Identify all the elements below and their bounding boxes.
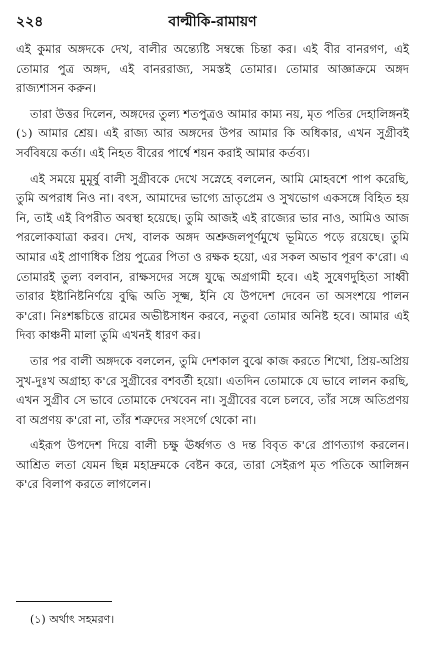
paragraph-3: এই সময়ে মুমূর্ষু বালী সুগ্রীবকে দেখে সস্নেহে বললেন, আমি মোহবশে পাপ করেছি, তুমি অপরাধ নিও না। বৎস, আমাদের ভাগ্যে ভ্রাতৃপ্রেম ও সুখভোগ একসঙ্গে বিহিত হয় নি, তাই এই বিপরীত অবস্থা হয়েছে। তুমি আজই এই রাজ্যের ভার নাও, আমিও আজ পরলোকযাত্রা করব। দেখ, বালক অঙ্গদ অশ্রুজলপূর্ণমুখে ভূমিতে পড়ে রয়েছে। তুমি আমার এই প্রাণাধিক প্রিয় পুত্রের পিতা ও রক্ষক হয়ো, এর সকল অভাব পূরণ ক'রো। এ তোমারই তুল্য বলবান, রাক্ষসদের সঙ্গে যুদ্ধে অগ্রগামী হবে। এই সুষেণদুহিতা সাধ্বী তারার ইষ্টানিষ্টনির্ণয়ে বুদ্ধি অতি সূক্ষ্ম, ইনি যে উপদেশ দেবেন তা অসংশয়ে পালন ক'রো। নিঃশঙ্কচিত্তে রামের অভীষ্টসাধন করবে, নতুবা তোমার অনিষ্ট হবে। আমার এই দিব্য কাঞ্চনী মালা তুমি এখনই ধারণ কর। bbox=[16, 171, 409, 343]
paragraph-5: এইরূপ উপদেশ দিয়ে বালী চক্ষু ঊর্ধ্বগত ও দন্ত বিবৃত ক'রে প্রাণত্যাগ করলেন। আশ্রিত লতা যেমন ছিন্ন মহাদ্রুমকে বেষ্টন করে, তারা সেইরূপ মৃত পতিকে আলিঙ্গন ক'রে বিলাপ করতে লাগলেন। bbox=[16, 438, 409, 492]
body-text bbox=[16, 40, 409, 501]
running-title: বাল্মীকি-রামায়ণ bbox=[168, 14, 257, 30]
paragraph-4: তার পর বালী অঙ্গদকে বললেন, তুমি দেশকাল বুঝে কাজ করতে শিখো, প্রিয়-অপ্রিয় সুখ-দুঃখ অগ্রাহ্য ক'রে সুগ্রীবের বশবর্তী হয়ো। এতদিন তোমাকে যে ভাবে লালন করছি, এখন সুগ্রীব সে ভাবে তোমাকে দেখবেন না। সুগ্রীবের বলে চলবে, তাঁর সঙ্গে অতিপ্রণয় বা অপ্রণয় ক'রো না, তাঁর শত্রুদের সংসর্গে থেকো না। bbox=[16, 353, 409, 427]
footnote: (১) অর্থাৎ সহমরণ। bbox=[30, 613, 115, 626]
page-header bbox=[16, 10, 409, 32]
footnote-divider bbox=[16, 601, 112, 602]
paragraph-1: এই কুমার অঙ্গদকে দেখ, বালীর অন্ত্যেষ্টি সম্বন্ধে চিন্তা কর। এই বীর বানরগণ, এই তোমার পুত্র অঙ্গদ, এই বানররাজ্য, সমস্তই তোমার। তোমার আজ্ঞাক্রমে অঙ্গদ রাজ্যশাসন করুন। bbox=[16, 42, 409, 96]
paragraph-2: তারা উত্তর দিলেন, অঙ্গদের তুল্য শতপুত্রও আমার কাম্য নয়, মৃত পতির দেহালিঙ্গনই (১) আমার শ্রেয়। এই রাজ্য আর অঙ্গদের উপর আমার কি অধিকার, এখন সুগ্রীবই সর্ববিষয়ে কর্তা। এই নিহত বীরের পার্শ্বে শয়ন করাই আমার কর্তব্য। bbox=[16, 106, 409, 160]
page-number: ২২৪ bbox=[16, 14, 44, 30]
